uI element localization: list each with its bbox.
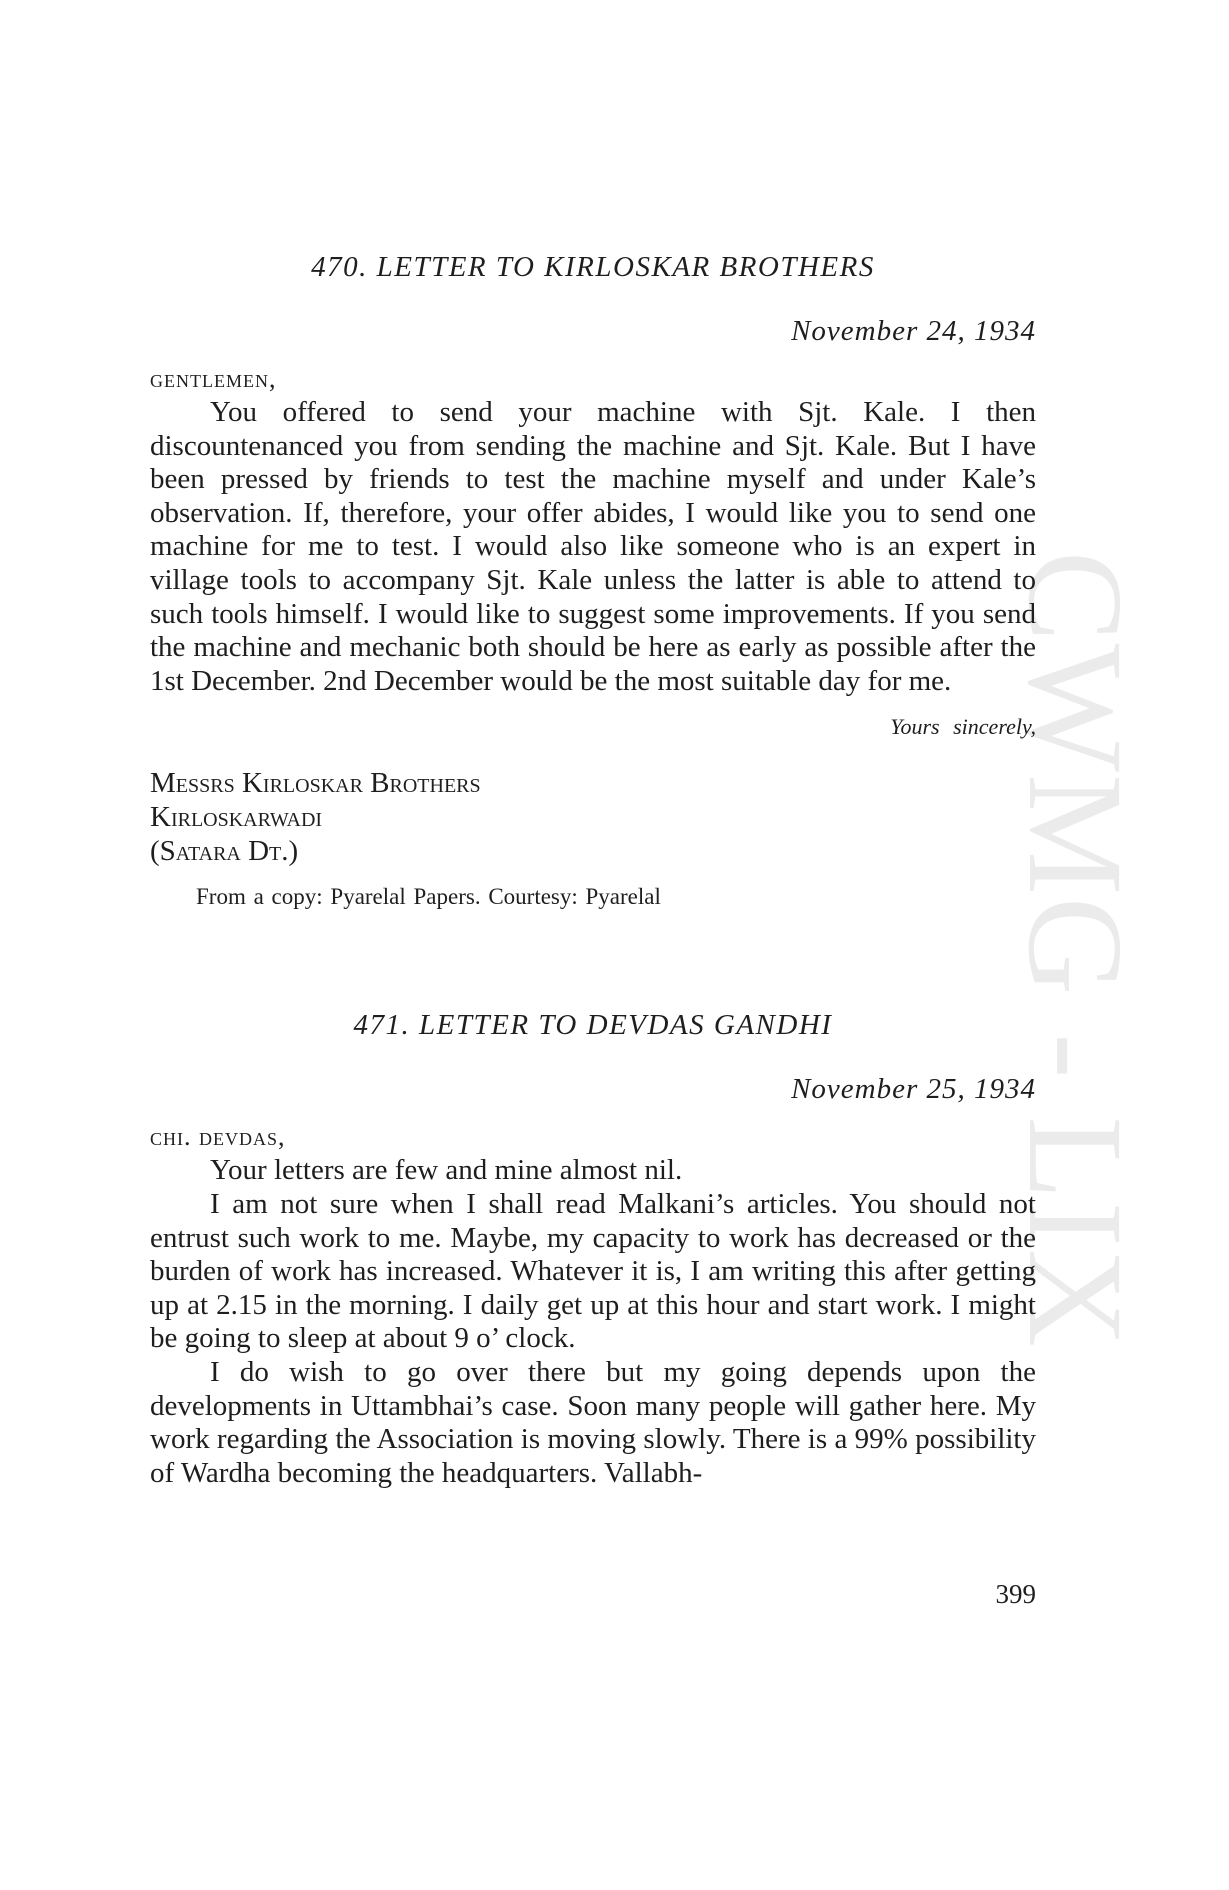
letter-470 [150,250,1036,912]
salutation: chi. devdas, [150,1122,286,1152]
closing: Yours sincerely, [890,714,1036,740]
letter-date: November 25, 1934 [791,1073,1036,1106]
letter-body [150,396,1036,698]
letter-471 [150,1008,1036,1490]
letter-title: 471. LETTER TO DEVDAS GANDHI [353,1009,833,1042]
source-note: From a copy: Pyarelal Papers. Courtesy: Pyarelal [196,884,661,910]
paragraph: I do wish to go over there but my going depends upon the developments in Uttambhai’s case. Soon many people will gather here. My work regarding the Association is moving slowly. There is a 99% possibility of Wardha becoming the headquarters. Vallabh- [150,1355,1036,1489]
letter-date: November 24, 1934 [791,315,1036,347]
letter-title: 470. LETTER TO KIRLOSKAR BROTHERS [311,251,875,283]
address-line: Messrs Kirloskar Brothers [150,767,481,800]
watermark-text: CWMG - LIX [1000,550,1150,1350]
address-block [150,766,1036,868]
address-line: Kirloskarwadi [150,801,323,834]
letter-body [150,1154,1036,1490]
page-number: 399 [995,1579,1036,1609]
paragraph: You offered to send your machine with Sjt. Kale. I then discountenanced you from sending the machine and Sjt. Kale. But I have been pressed by friends to test the machine myself and under Kale’s observation. If, therefore, your offer abides, I would like you to send one machine for me to test. I would also like someone who is an expert in village tools to accompany Sjt. Kale unless the latter is able to attend to such tools himself. I would like to suggest some improvements. If you send the machine and mechanic both should be here as early as possible after the 1st December. 2nd December would be the most suitable day for me. [150,396,1036,697]
paragraph: I am not sure when I shall read Malkani’s articles. You should not entrust such work to me. Maybe, my capacity to work has decreased or the burden of work has increased. Whatever it is, I am writing this after getting up at 2.15 in the morning. I daily get up at this hour and start work. I might be going to sleep at about 9 o’ clock. [150,1187,1036,1355]
address-line: (Satara Dt.) [150,835,299,868]
paragraph: Your letters are few and mine almost nil. [210,1154,683,1187]
salutation: gentlemen, [150,364,277,393]
page-content [150,250,1036,1490]
